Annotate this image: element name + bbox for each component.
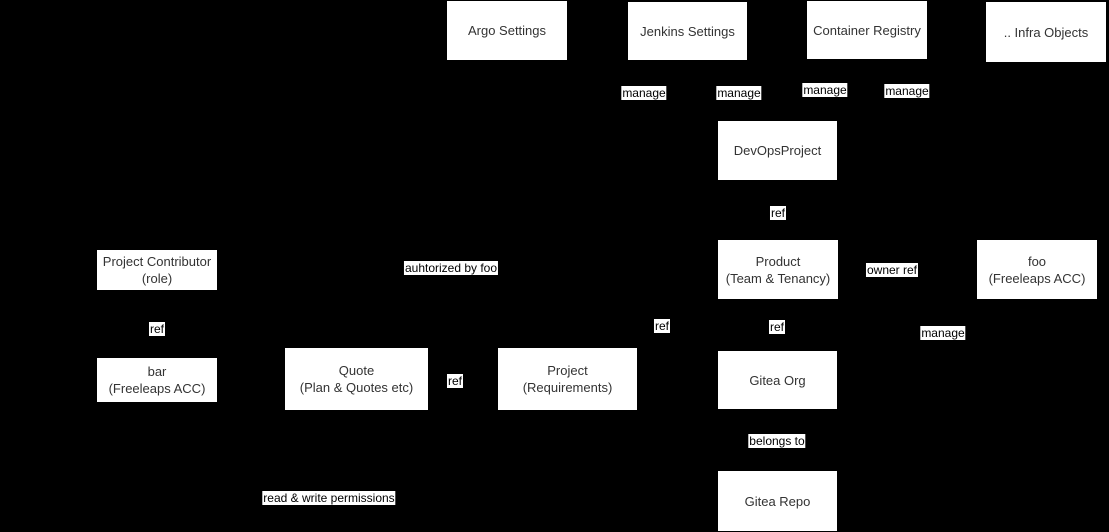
- edge-label-manage-registry: manage: [803, 83, 847, 97]
- edge-label-ref-quote-project: ref: [447, 374, 463, 388]
- edge-label-authorized-by-foo: auhtorized by foo: [404, 261, 498, 275]
- edge-label-manage-jenkins: manage: [717, 86, 761, 100]
- node-project-label: Project: [547, 363, 588, 378]
- node-quote-label: Quote: [338, 363, 375, 378]
- node-gitea-org: [718, 351, 837, 409]
- node-foo-account-label: foo: [1027, 253, 1047, 269]
- node-jenkins-settings: [628, 2, 747, 60]
- edge-label-owner-ref: owner ref: [866, 263, 918, 277]
- node-container-registry-label: Container Registry: [813, 22, 921, 38]
- node-project-contributor-label: Project Contributor: [102, 254, 212, 269]
- node-project-contributor-sublabel: (role): [141, 271, 173, 286]
- edge-label-read-write-permissions: read & write permissions: [263, 491, 395, 505]
- node-project-contributor: [97, 250, 217, 290]
- node-gitea-repo-label: Gitea Repo: [744, 493, 811, 509]
- node-infra-objects: [986, 2, 1106, 62]
- edge-label-manage-infra: manage: [885, 84, 929, 98]
- edge-label-manage-foo: manage: [921, 326, 965, 340]
- node-gitea-org-label: Gitea Org: [749, 372, 806, 388]
- node-foo-account: [977, 240, 1097, 299]
- edge-label-ref-project-product: ref: [654, 319, 670, 333]
- edge-label-ref-devops-product: ref: [770, 206, 786, 220]
- node-infra-objects-label: .. Infra Objects: [1003, 24, 1089, 40]
- edge-label-belongs-to: belongs to: [749, 434, 805, 448]
- node-argo-settings-label: Argo Settings: [467, 23, 547, 38]
- edge-label-ref-product-org: ref: [769, 320, 785, 334]
- node-quote-sublabel: (Plan & Quotes etc): [299, 380, 414, 395]
- node-product-sublabel: (Team & Tenancy): [725, 270, 831, 286]
- node-gitea-repo: [718, 471, 837, 531]
- node-product: [718, 240, 838, 299]
- node-bar-account: [97, 358, 217, 402]
- node-devops-project-label: DevOpsProject: [733, 143, 822, 158]
- node-project: [498, 348, 637, 410]
- node-container-registry: [807, 1, 927, 59]
- node-project-sublabel: (Requirements): [522, 380, 613, 395]
- node-quote: [285, 348, 428, 410]
- node-product-label: Product: [755, 253, 801, 269]
- edge-label-manage-argo: manage: [622, 86, 666, 100]
- node-devops-project: [718, 121, 837, 180]
- node-argo-settings: [447, 1, 567, 60]
- node-foo-account-sublabel: (Freeleaps ACC): [988, 270, 1086, 286]
- node-bar-account-sublabel: (Freeleaps ACC): [108, 381, 206, 396]
- node-bar-account-label: bar: [147, 364, 167, 379]
- node-jenkins-settings-label: Jenkins Settings: [640, 23, 735, 39]
- edge-label-ref-contributor-bar: ref: [149, 322, 165, 336]
